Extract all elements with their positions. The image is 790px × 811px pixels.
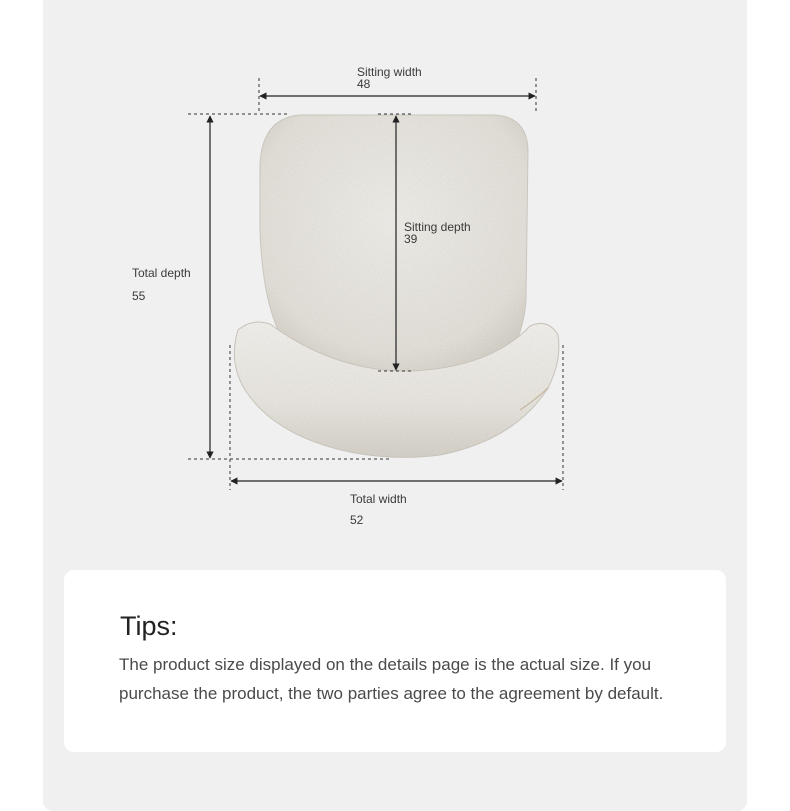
- tips-card: [64, 570, 726, 752]
- tips-title: Tips:: [120, 611, 178, 641]
- total-width-label: Total width: [350, 492, 407, 506]
- sitting-depth-label: Sitting depth: [404, 220, 471, 234]
- chair-back-cushion: [260, 115, 528, 373]
- total-width-value: 52: [350, 513, 364, 527]
- sitting-width-label: Sitting width: [357, 65, 422, 79]
- total-depth-value: 55: [132, 289, 146, 303]
- sitting-width-value: 48: [357, 77, 371, 91]
- total-depth-label: Total depth: [132, 266, 191, 280]
- tips-body: The product size displayed on the details page is the actual size. If you purchase the product, the two parties agree to the agreement by default.: [119, 655, 664, 703]
- sitting-depth-value: 39: [404, 232, 418, 246]
